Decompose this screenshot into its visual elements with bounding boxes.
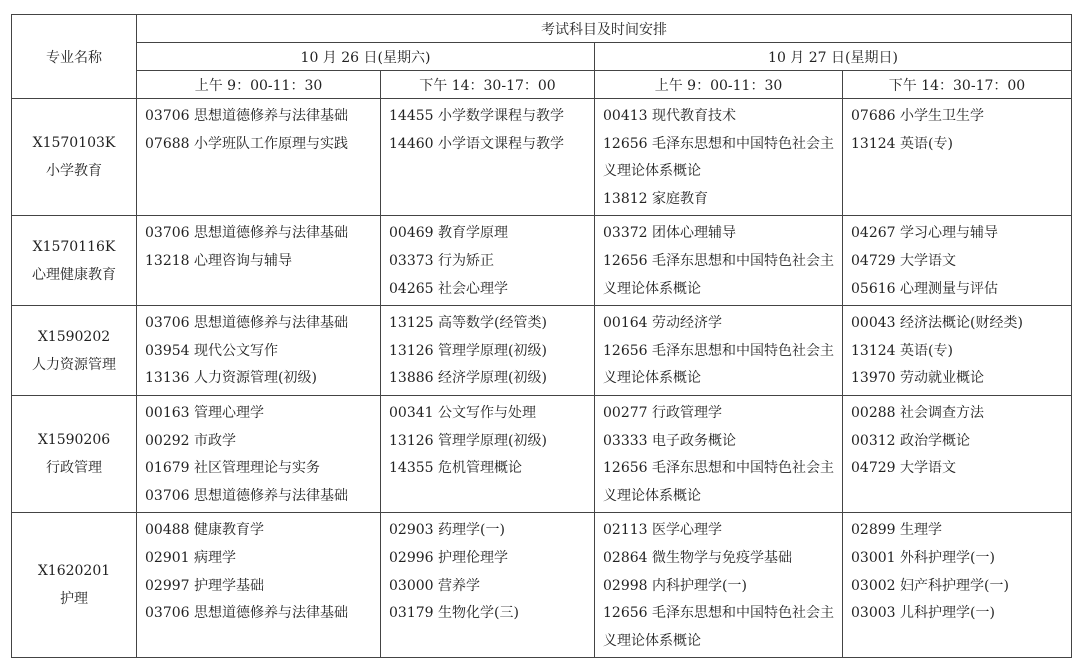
subject-line: 03000 营养学: [389, 577, 480, 594]
subject-line: 04267 学习心理与辅导: [851, 225, 998, 242]
subject-line: 02899 生理学: [851, 522, 942, 539]
major-cell: [12, 99, 137, 216]
subject-line: 03706 思想道德修养与法律基础: [145, 225, 348, 242]
subject-line: 13886 经济学原理(初级): [389, 370, 547, 387]
subjects-cell-oct27-pm: [843, 306, 1072, 396]
subject-line: 03372 团体心理辅导: [603, 225, 736, 242]
subjects-cell-oct26-pm: [381, 513, 595, 658]
subjects-cell-oct26-am: [137, 99, 381, 216]
day-header-oct26: 10 月 26 日(星期六): [137, 43, 595, 71]
subject-line: 03706 思想道德修养与法律基础: [145, 315, 348, 332]
session-header-oct27-pm: 下午 14：30-17：00: [843, 71, 1072, 99]
subjects-cell-oct26-am: [137, 513, 381, 658]
subject-line: 03954 现代公文写作: [145, 342, 278, 359]
major-row: [12, 513, 1072, 658]
subjects-cell-oct27-am: [595, 395, 843, 512]
subject-line: 05616 心理测量与评估: [851, 280, 998, 297]
session-header-oct26-pm: 下午 14：30-17：00: [381, 71, 595, 99]
subject-line: 07688 小学班队工作原理与实践: [145, 135, 348, 152]
subject-line: 02864 微生物学与免疫学基础: [603, 549, 792, 566]
subject-line: 03373 行为矫正: [389, 252, 494, 269]
subjects-cell-oct27-am: [595, 216, 843, 306]
major-cell: [12, 513, 137, 658]
major-row: [12, 99, 1072, 216]
subject-line: 13970 劳动就业概论: [851, 370, 984, 387]
subject-line: 义理论体系概论: [603, 280, 701, 297]
subject-line: 12656 毛泽东思想和中国特色社会主: [603, 460, 834, 477]
subject-line: 00488 健康教育学: [145, 522, 264, 539]
subjects-cell-oct27-pm: [843, 513, 1072, 658]
subject-line: 13218 心理咨询与辅导: [145, 252, 292, 269]
subject-line: 02996 护理伦理学: [389, 549, 508, 566]
major-cell: [12, 395, 137, 512]
subject-line: 13812 家庭教育: [603, 190, 708, 207]
subject-line: 13136 人力资源管理(初级): [145, 370, 317, 387]
subject-line: 03706 思想道德修养与法律基础: [145, 487, 348, 504]
subject-line: 义理论体系概论: [603, 487, 701, 504]
subject-line: 03706 思想道德修养与法律基础: [145, 605, 348, 622]
subject-line: 14455 小学数学课程与教学: [389, 108, 564, 124]
subject-line: 04265 社会心理学: [389, 280, 508, 297]
major-name: 心理健康教育: [32, 266, 116, 283]
subject-line: 义理论体系概论: [603, 370, 701, 387]
subject-line: 00288 社会调查方法: [851, 404, 984, 421]
subject-line: 13126 管理学原理(初级): [389, 342, 547, 359]
subjects-cell-oct26-am: [137, 395, 381, 512]
subject-line: 07686 小学生卫生学: [851, 108, 984, 124]
subjects-cell-oct27-pm: [843, 99, 1072, 216]
major-name-header: 专业名称: [12, 15, 137, 99]
subjects-cell-oct26-pm: [381, 306, 595, 396]
schedule-title: 考试科目及时间安排: [137, 15, 1072, 43]
subject-line: 03002 妇产科护理学(一): [851, 577, 1009, 594]
subjects-cell-oct27-am: [595, 513, 843, 658]
subject-line: 义理论体系概论: [603, 632, 701, 649]
major-name: 行政管理: [46, 460, 102, 477]
major-row: [12, 216, 1072, 306]
subjects-cell-oct26-am: [137, 306, 381, 396]
major-row: [12, 306, 1072, 396]
subject-line: 02901 病理学: [145, 549, 236, 566]
subject-line: 01679 社区管理理论与实务: [145, 460, 320, 477]
subject-line: 12656 毛泽东思想和中国特色社会主: [603, 135, 834, 152]
subject-line: 02903 药理学(一): [389, 522, 505, 539]
subject-line: 13126 管理学原理(初级): [389, 432, 547, 449]
subject-line: 14460 小学语文课程与教学: [389, 135, 564, 152]
subjects-cell-oct27-am: [595, 306, 843, 396]
subject-line: 03003 儿科护理学(一): [851, 605, 995, 622]
subject-line: 02113 医学心理学: [603, 522, 722, 539]
subject-line: 12656 毛泽东思想和中国特色社会主: [603, 252, 834, 269]
major-row: [12, 395, 1072, 512]
subjects-cell-oct27-pm: [843, 395, 1072, 512]
day-header-oct27: 10 月 27 日(星期日): [595, 43, 1072, 71]
subject-line: 00341 公文写作与处理: [389, 404, 536, 421]
subjects-cell-oct27-pm: [843, 216, 1072, 306]
subject-line: 13125 高等数学(经管类): [389, 315, 547, 332]
subject-line: 04729 大学语文: [851, 252, 956, 269]
subject-line: 14355 危机管理概论: [389, 460, 522, 477]
subject-line: 02997 护理学基础: [145, 577, 264, 594]
exam-schedule-table: [11, 14, 1072, 658]
subjects-cell-oct26-pm: [381, 216, 595, 306]
subject-line: 00164 劳动经济学: [603, 315, 722, 332]
session-header-oct27-am: 上午 9：00-11：30: [595, 71, 843, 99]
subject-line: 00469 教育学原理: [389, 225, 508, 242]
major-code: X1590206: [37, 432, 111, 449]
subject-line: 03001 外科护理学(一): [851, 549, 995, 566]
subject-line: 00312 政治学概论: [851, 432, 970, 449]
subject-line: 义理论体系概论: [603, 163, 701, 180]
subject-line: 04729 大学语文: [851, 460, 956, 477]
subject-line: 00163 管理心理学: [145, 404, 264, 421]
subjects-cell-oct27-am: [595, 99, 843, 216]
major-code: X1570103K: [32, 135, 116, 152]
major-code: X1570116K: [32, 238, 116, 255]
major-name: 小学教育: [46, 163, 102, 180]
subject-line: 00292 市政学: [145, 432, 236, 449]
subject-line: 02998 内科护理学(一): [603, 577, 747, 594]
subject-line: 00277 行政管理学: [603, 404, 722, 421]
major-name: 护理: [60, 591, 88, 608]
session-header-oct26-am: 上午 9：00-11：30: [137, 71, 381, 99]
subject-line: 03706 思想道德修养与法律基础: [145, 108, 348, 124]
subject-line: 00413 现代教育技术: [603, 108, 736, 124]
subject-line: 13124 英语(专): [851, 135, 953, 152]
subject-line: 12656 毛泽东思想和中国特色社会主: [603, 342, 834, 359]
subject-line: 03179 生物化学(三): [389, 605, 519, 622]
subjects-cell-oct26-am: [137, 216, 381, 306]
subject-line: 12656 毛泽东思想和中国特色社会主: [603, 605, 834, 622]
major-code: X1620201: [37, 563, 111, 580]
subject-line: 13124 英语(专): [851, 342, 953, 359]
major-name: 人力资源管理: [32, 356, 116, 373]
subject-line: 03333 电子政务概论: [603, 432, 736, 449]
subjects-cell-oct26-pm: [381, 99, 595, 216]
major-cell: [12, 216, 137, 306]
subject-line: 00043 经济法概论(财经类): [851, 315, 1023, 332]
major-cell: [12, 306, 137, 396]
major-code: X1590202: [37, 328, 111, 345]
subjects-cell-oct26-pm: [381, 395, 595, 512]
